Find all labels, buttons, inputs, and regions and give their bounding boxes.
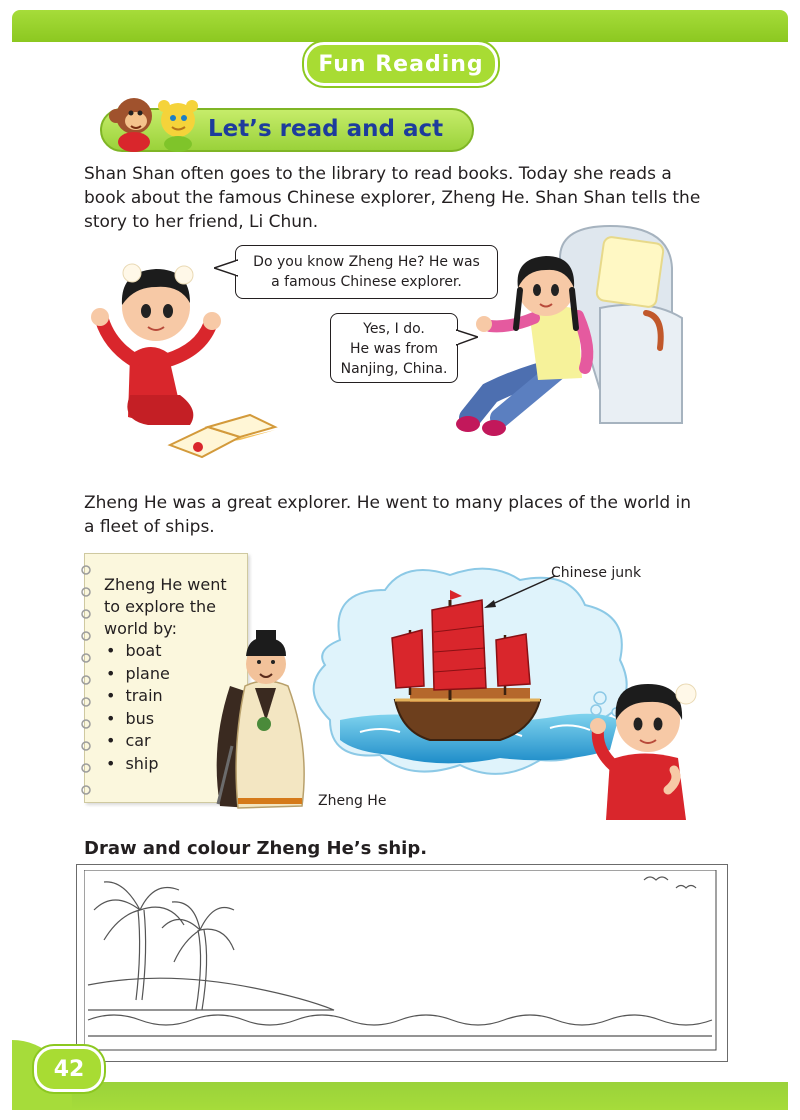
note-line-2: to explore the <box>104 597 216 616</box>
list-item: • car <box>106 730 244 753</box>
paragraph-2-line-1: Zheng He was a great explorer. He went to many places of the world in <box>84 493 692 513</box>
boy-bubble-tail <box>214 258 238 280</box>
paragraph-2 <box>84 491 724 539</box>
page-title: Fun Reading <box>304 42 498 86</box>
list-item: • boat <box>106 640 244 663</box>
girl-speech-bubble <box>330 313 458 383</box>
page-number: 42 <box>34 1046 104 1092</box>
section-title: Let’s read and act <box>208 116 444 142</box>
note-line-1: Zheng He went <box>104 575 227 594</box>
island-scene-outline <box>84 870 720 1056</box>
junk-pointer-arrow <box>480 572 560 612</box>
spiral-binding-icon <box>78 560 94 796</box>
girl-speech-line-2: He was from <box>350 341 438 357</box>
paragraph-2-line-2: a fleet of ships. <box>84 517 215 537</box>
boy-speech-line-1: Do you know Zheng He? He was <box>253 254 480 270</box>
chinese-junk-label: Chinese junk <box>551 565 642 581</box>
boy-thinking-illustration <box>590 670 720 820</box>
thought-cloud-ship-illustration <box>300 560 640 785</box>
girl-speech-line-1: Yes, I do. <box>363 321 425 337</box>
top-banner <box>12 10 788 42</box>
list-item: • ship <box>106 753 244 776</box>
list-item: • bus <box>106 708 244 731</box>
girl-armchair-illustration <box>450 218 700 470</box>
zheng-he-label: Zheng He <box>318 793 387 809</box>
intro-line-1: Shan Shan often goes to the library to read books. Today she reads a <box>84 164 672 184</box>
boy-speech-line-2: a famous Chinese explorer. <box>271 274 462 290</box>
note-line-3: world by: <box>104 619 177 638</box>
list-item: • plane <box>106 663 244 686</box>
zheng-he-illustration <box>210 626 320 816</box>
monkey-mascots-icon <box>102 86 212 152</box>
list-item: • train <box>106 685 244 708</box>
intro-line-2: book about the famous Chinese explorer, Zheng He. Shan Shan tells the <box>84 188 701 208</box>
bottom-banner <box>12 1082 788 1110</box>
intro-line-3: story to her friend, Li Chun. <box>84 212 319 232</box>
girl-speech-line-3: Nanjing, China. <box>340 361 448 377</box>
task-title: Draw and colour Zheng He’s ship. <box>84 838 428 859</box>
